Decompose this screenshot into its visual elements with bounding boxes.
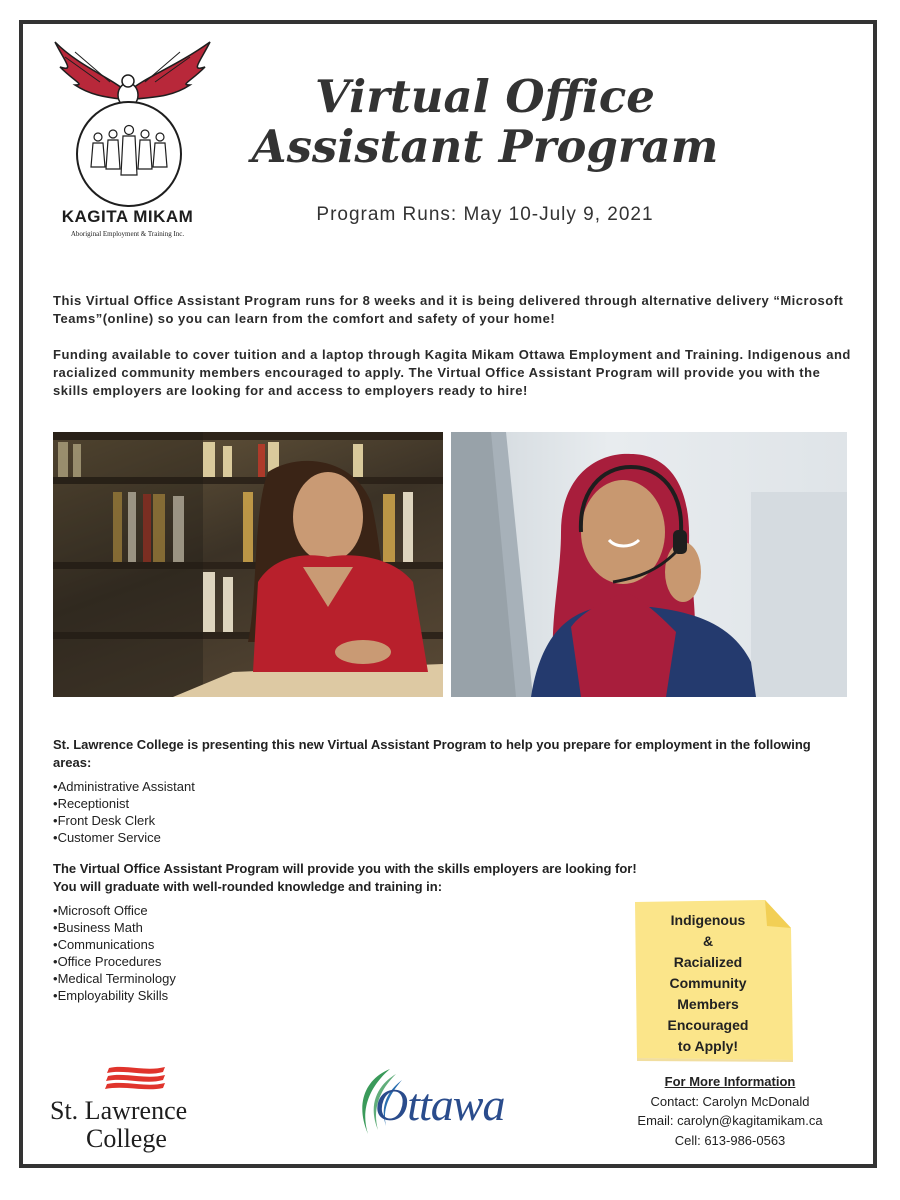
list-item: • Receptionist [53, 795, 195, 812]
kagita-mikam-logo [40, 37, 215, 245]
contact-block [610, 1072, 850, 1150]
list-item: • Employability Skills [53, 987, 176, 1004]
st-lawrence-college-logo [50, 1062, 230, 1162]
kagita-mikam-subtitle: Aboriginal Employment & Training Inc. [70, 230, 185, 238]
list-item: • Office Procedures [53, 953, 176, 970]
kagita-mikam-name: KAGITA MIKAM [61, 207, 194, 226]
slc-wordmark [50, 1097, 187, 1153]
sticky-line: Members [677, 996, 739, 1012]
sticky-note-text [633, 910, 783, 1057]
contact-cell: Cell: 613-986-0563 [674, 1132, 786, 1148]
contact-name: Contact: Carolyn McDonald [650, 1093, 810, 1109]
list-item: • Front Desk Clerk [53, 812, 195, 829]
list-item: • Business Math [53, 919, 176, 936]
list-item: • Microsoft Office [53, 902, 176, 919]
sticky-line: & [702, 933, 714, 949]
intro-paragraph: This Virtual Office Assistant Program runs for 8 weeks and it is being delivered through alternative delivery “Microsoft Teams”(online) so you can learn from the comfort and safety of your home! [53, 293, 844, 326]
sticky-line: Indigenous [670, 912, 746, 928]
contact-heading: For More Information [664, 1074, 796, 1089]
title-line-2: Assistant Program [251, 120, 719, 173]
list-item: • Customer Service [53, 829, 195, 846]
list-item: • Administrative Assistant [53, 778, 195, 795]
page-title [240, 72, 730, 172]
eagle-circle-emblem-icon [40, 37, 215, 207]
skills-heading-line-2: You will graduate with well-rounded knowledge and training in: [53, 879, 443, 894]
sticky-line: Racialized [673, 954, 743, 970]
slc-line-1: St. Lawrence [50, 1096, 188, 1125]
sticky-line: Encouraged [667, 1017, 749, 1033]
sticky-line: Community [669, 975, 747, 991]
slc-flag-icon [105, 1064, 175, 1090]
skills-heading [53, 860, 833, 896]
ottawa-wordmark: Ottawa [375, 1079, 505, 1130]
list-item: • Communications [53, 936, 176, 953]
slc-line-2: College [86, 1124, 167, 1153]
college-paragraph: St. Lawrence College is presenting this new Virtual Assistant Program to help you prepare for employment in the following areas: [53, 737, 811, 770]
contact-email[interactable]: Email: carolyn@kagitamikam.ca [637, 1113, 823, 1128]
city-of-ottawa-logo [350, 1064, 535, 1144]
skills-heading-line-1: The Virtual Office Assistant Program will provide you with the skills employers are looking for! [53, 861, 637, 876]
sticky-line: to Apply! [677, 1038, 739, 1054]
program-dates: Program Runs: May 10-July 9, 2021 [316, 204, 654, 225]
funding-paragraph: Funding available to cover tuition and a laptop through Kagita Mikam Ottawa Employment and Training. Indigenous and racialized community members encouraged to apply. The Virtual Office Assistant Program will provide you with the skills employers are looking for and access to employers ready to hire! [53, 347, 851, 398]
employment-areas-list [53, 778, 195, 846]
headset-photo [451, 432, 847, 697]
sticky-note [633, 900, 797, 1062]
training-areas-list [53, 902, 176, 1004]
list-item: • Medical Terminology [53, 970, 176, 987]
title-line-1: Virtual Office [315, 70, 655, 123]
library-photo [53, 432, 443, 697]
